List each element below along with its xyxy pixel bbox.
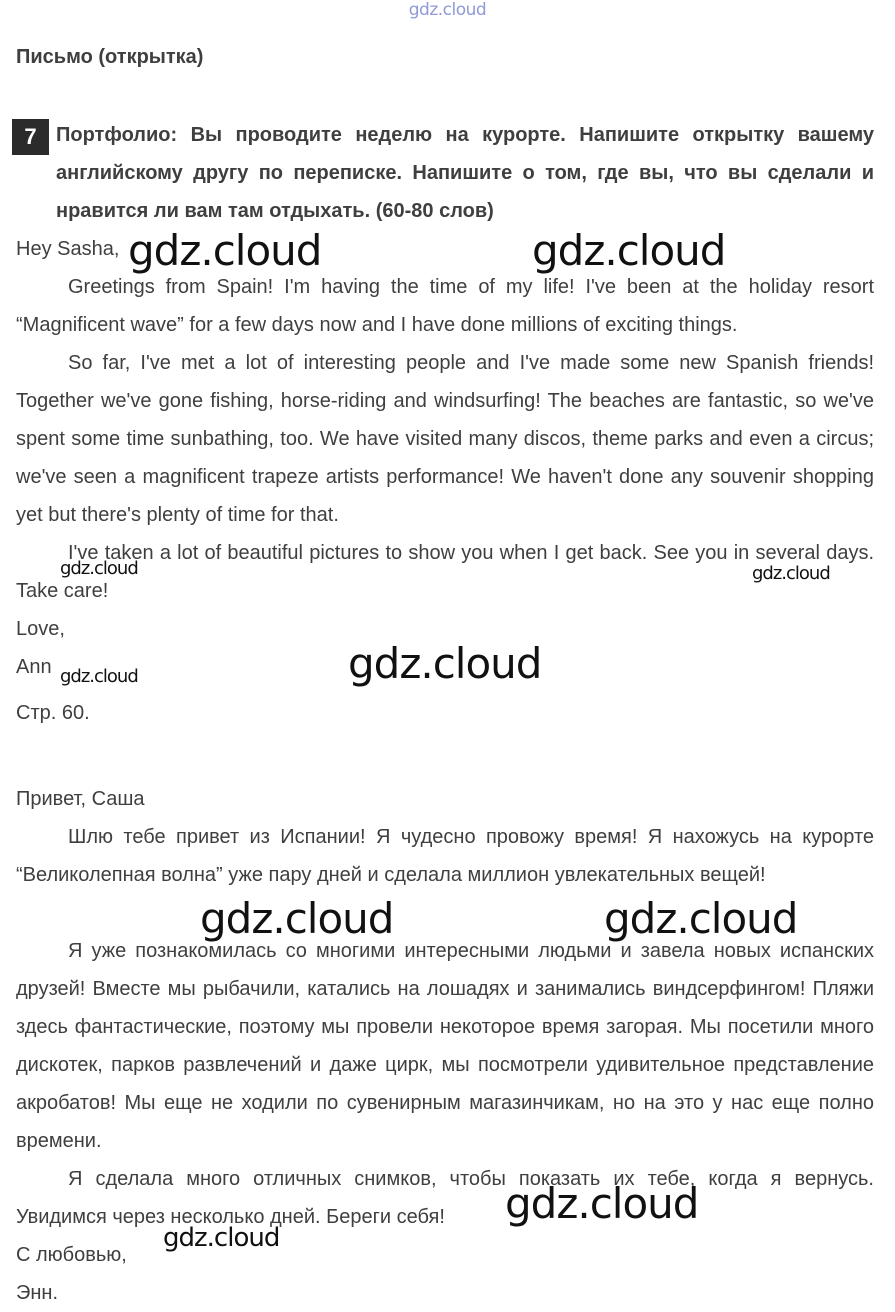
english-paragraph-2: So far, I've met a lot of interesting people and I've made some new Spanish friends! Together we've gone fishing, horse-riding and windsurfing! The beaches are fantastic, so we've spent some time sunbathing, too. We have visited many discos, theme parks and even a circus; we've seen a magnificent trapeze artists performance! We haven't done any souvenir shopping yet but there's plenty of time for that. [16,352,874,526]
watermark: gdz.cloud [532,226,726,275]
watermark: gdz.cloud [604,894,798,943]
header-watermark: gdz.cloud [408,0,487,20]
watermark: gdz.cloud [752,563,830,584]
english-paragraph-3: I've taken a lot of beautiful pictures to show you when I get back. See you in several days. Take care! [16,542,874,602]
russian-paragraph-2: Я уже познакомилась со многими интересными людьми и завела новых испанских друзей! Вместе мы рыбачили, катались на лошадях и занимались виндсерфингом! Пляжи здесь фантастические, поэтому мы провели некоторое время загорая. Мы посетили много дискотек, парков развлечений и даже цирк, мы посмотрели удивительное представление акробатов! Мы еще не ходили по сувенирным магазинчикам, но на это у нас еще полно времени. [16,940,874,1152]
english-signature: Ann [16,656,52,678]
russian-paragraph-3: Я сделала много отличных снимков, чтобы показать их тебе, когда я вернусь. Увидимся через несколько дней. Береги себя! [16,1168,874,1228]
watermark: gdz.cloud [200,894,394,943]
russian-closing: С любовью, [16,1244,127,1266]
task-number-badge: 7 [12,119,49,155]
russian-signature: Энн. [16,1282,59,1304]
watermark: gdz.cloud [505,1179,699,1228]
english-greeting: Hey Sasha, [16,238,120,260]
watermark: gdz.cloud [348,639,542,688]
watermark: gdz.cloud [128,226,322,275]
section-title: Письмо (открытка) [16,46,204,68]
russian-greeting: Привет, Саша [16,788,145,810]
english-paragraph-1: Greetings from Spain! I'm having the time of my life! I've been at the holiday resort “Magnificent wave” for a few days now and I have done millions of exciting things. [16,276,874,336]
watermark: gdz.cloud [163,1223,280,1253]
russian-paragraph-1: Шлю тебе привет из Испании! Я чудесно провожу время! Я нахожусь на курорте “Великолепная волна” уже пару дней и сделала миллион увлекательных вещей! [16,826,874,886]
watermark: gdz.cloud [60,558,138,579]
task-instruction: Портфолио: Вы проводите неделю на курорте. Напишите открытку вашему английскому другу по переписке. Напишите о том, где вы, что вы сделали и нравится ли вам там отдыхать. (60-80 слов) [56,124,874,222]
page-reference: Стр. 60. [16,702,90,724]
watermark: gdz.cloud [60,666,138,687]
english-closing: Love, [16,618,65,640]
